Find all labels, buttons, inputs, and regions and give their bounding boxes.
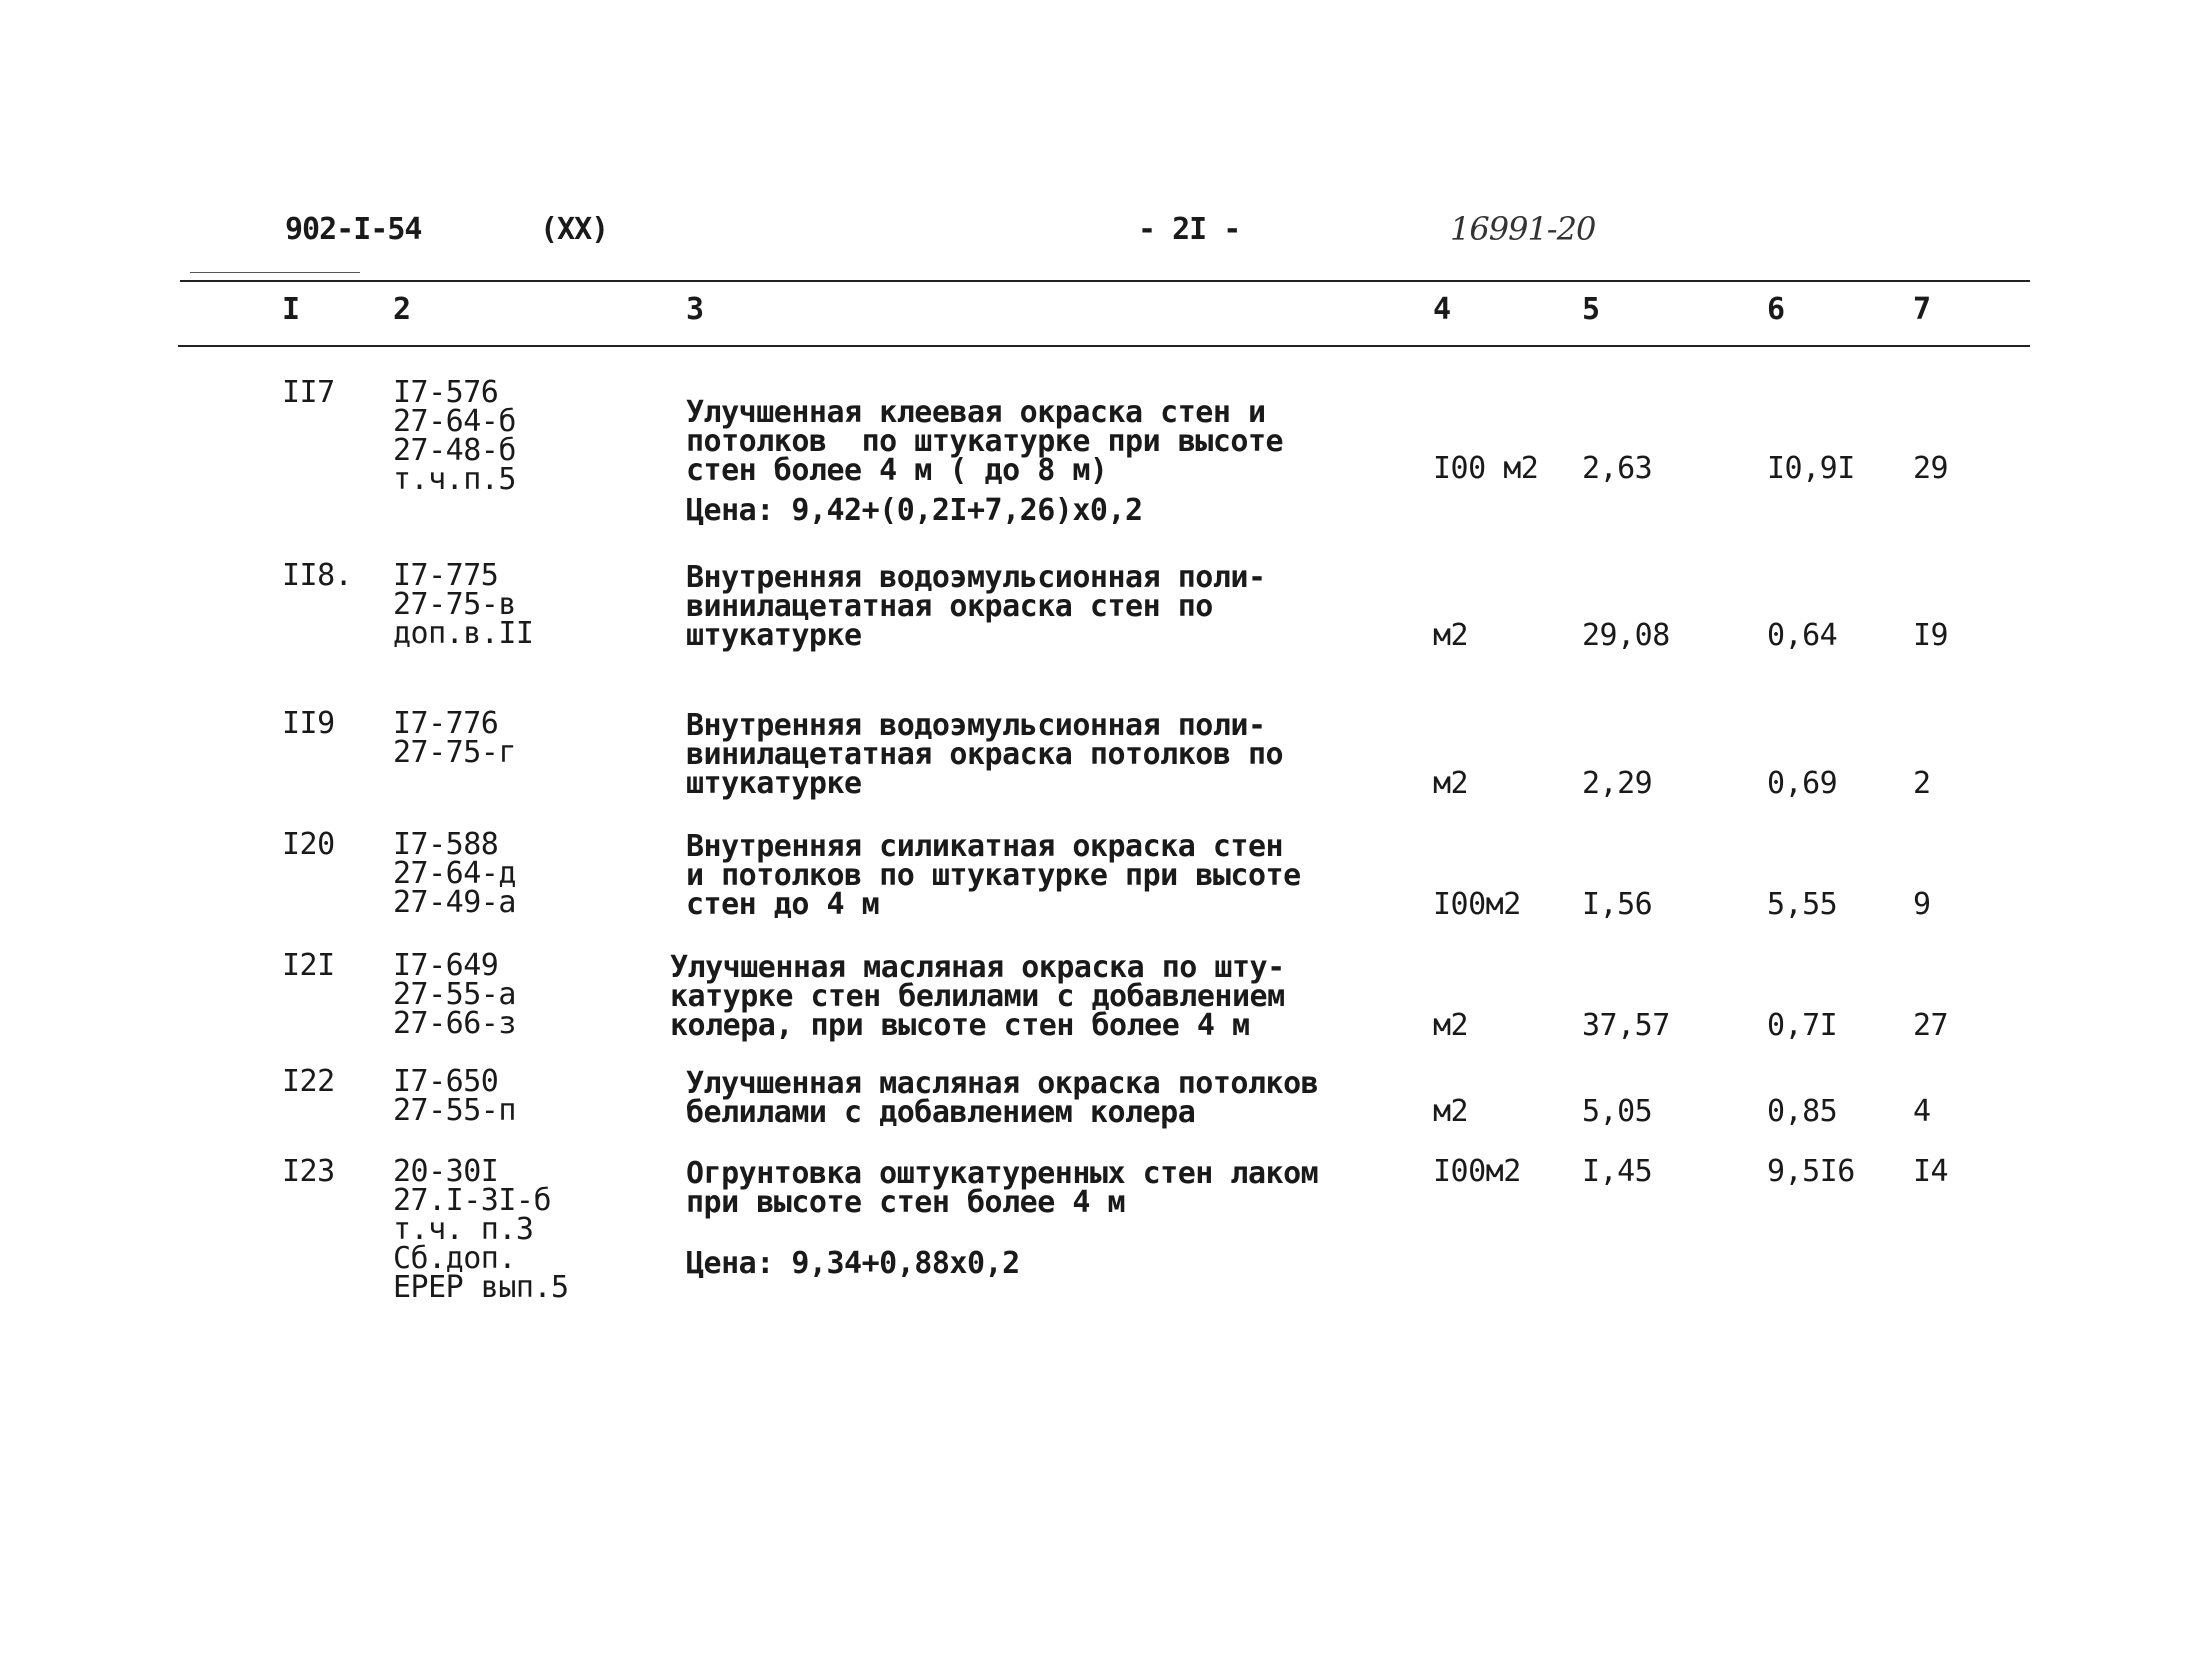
row-unit-cost: 0,69	[1767, 766, 1838, 801]
row-unit-cost: 0,64	[1767, 618, 1838, 653]
row-quantity: 37,57	[1582, 1008, 1670, 1043]
row-codes: I7-775 27-75-в доп.в.II	[393, 558, 534, 651]
row-number: II9	[282, 706, 335, 741]
row-unit: I00м2	[1433, 1154, 1521, 1189]
row-description: Улучшенная клеевая окраска стен и потолков по штукатурке при высоте стен более 4 м ( до 8 м)	[686, 395, 1284, 488]
row-unit: I00м2	[1433, 887, 1521, 922]
row-total: 4	[1913, 1094, 1931, 1129]
row-unit: м2	[1433, 1008, 1469, 1043]
column-number-4: 4	[1433, 292, 1452, 327]
row-unit-cost: 5,55	[1767, 887, 1838, 922]
row-description: Внутренняя водоэмульсионная поли- винилацетатная окраска потолков по штукатурке	[686, 708, 1284, 801]
row-unit-cost: 9,5I6	[1767, 1154, 1855, 1189]
row-quantity: 29,08	[1582, 618, 1670, 653]
row-codes: 20-30I 27.I-3I-б т.ч. п.3 Сб.доп. ЕРЕР вып.5	[393, 1154, 569, 1305]
row-total: 2	[1913, 766, 1931, 801]
column-number-1: I	[282, 292, 301, 327]
row-number: II8.	[282, 558, 353, 593]
row-description: Внутренняя силикатная окраска стен и потолков по штукатурке при высоте стен до 4 м	[686, 829, 1301, 922]
row-price: Цена: 9,42+(0,2I+7,26)x0,2	[686, 493, 1143, 528]
row-quantity: 5,05	[1582, 1094, 1653, 1129]
inventory-number: 16991-20	[1450, 210, 1596, 248]
row-description: Внутренняя водоэмульсионная поли- винилацетатная окраска стен по штукатурке	[686, 560, 1266, 653]
row-total: 9	[1913, 887, 1931, 922]
row-quantity: I,45	[1582, 1154, 1653, 1189]
row-unit: м2	[1433, 1094, 1469, 1129]
column-number-2: 2	[393, 292, 412, 327]
row-description: Улучшенная масляная окраска потолков белилами с добавлением колера	[686, 1066, 1319, 1130]
row-total: I9	[1913, 618, 1949, 653]
column-number-3: 3	[686, 292, 705, 327]
column-number-6: 6	[1767, 292, 1786, 327]
row-description: Улучшенная масляная окраска по шту- катурке стен белилами с добавлением колера, при высоте стен более 4 м	[670, 950, 1285, 1043]
row-unit-cost: I0,9I	[1767, 451, 1855, 486]
row-quantity: 2,63	[1582, 451, 1653, 486]
row-unit: I00 м2	[1433, 451, 1539, 486]
table-header-rule	[178, 345, 2030, 347]
row-number: II7	[282, 375, 335, 410]
row-unit-cost: 0,85	[1767, 1094, 1838, 1129]
row-codes: I7-649 27-55-а 27-66-з	[393, 948, 516, 1041]
column-number-5: 5	[1582, 292, 1601, 327]
row-number: I20	[282, 827, 335, 862]
row-number: I23	[282, 1154, 335, 1189]
series-label: (XX)	[540, 212, 609, 247]
row-description: Огрунтовка оштукатуренных стен лаком при высоте стен более 4 м	[686, 1156, 1319, 1220]
row-unit: м2	[1433, 766, 1469, 801]
header-underline	[190, 272, 360, 273]
row-price: Цена: 9,34+0,88x0,2	[686, 1246, 1020, 1281]
row-codes: I7-576 27-64-б 27-48-б т.ч.п.5	[393, 375, 516, 497]
row-codes: I7-588 27-64-д 27-49-а	[393, 827, 516, 920]
row-codes: I7-776 27-75-г	[393, 706, 516, 770]
row-codes: I7-650 27-55-п	[393, 1064, 516, 1128]
table-top-rule	[180, 280, 2030, 282]
row-number: I22	[282, 1064, 335, 1099]
row-quantity: I,56	[1582, 887, 1653, 922]
row-unit: м2	[1433, 618, 1469, 653]
row-total: I4	[1913, 1154, 1949, 1189]
page-number: - 2I -	[1138, 212, 1241, 247]
column-number-7: 7	[1913, 292, 1932, 327]
document-code: 902-I-54	[285, 212, 422, 247]
row-quantity: 2,29	[1582, 766, 1653, 801]
row-unit-cost: 0,7I	[1767, 1008, 1838, 1043]
row-total: 29	[1913, 451, 1949, 486]
row-number: I2I	[282, 948, 335, 983]
row-total: 27	[1913, 1008, 1949, 1043]
